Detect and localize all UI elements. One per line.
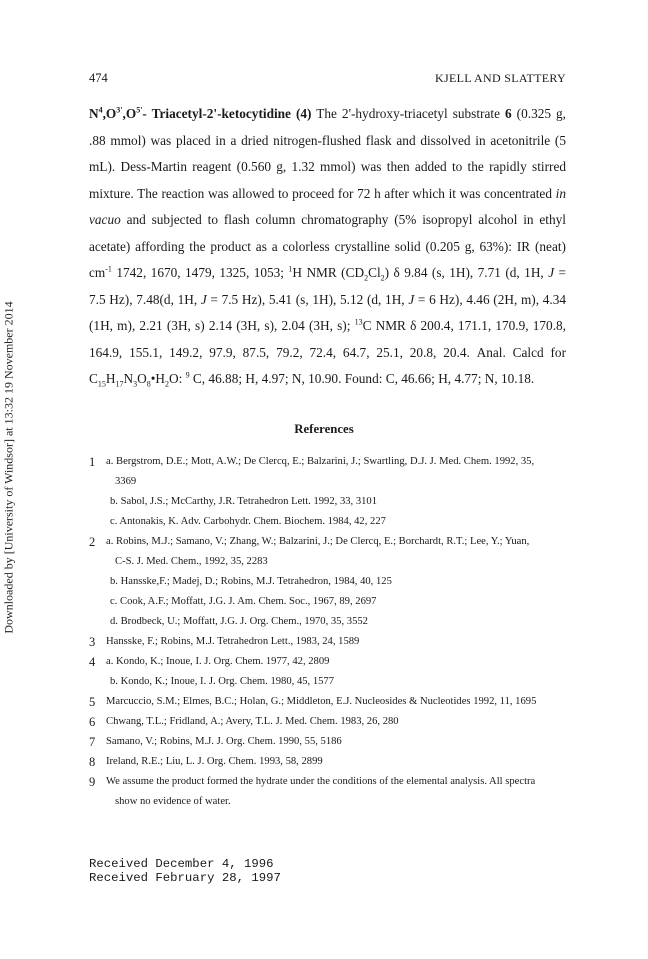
reference-text: We assume the product formed the hydrate under the conditions of the elemental analysis. All spectra (106, 776, 536, 787)
reference-line (89, 512, 569, 532)
reference-line (89, 772, 569, 792)
reference-text: a. Robins, M.J.; Samano, V.; Zhang, W.; Balzarini, J.; De Clercq, E.; Borchardt, R.T.; Lee, Y.; Yuan, (106, 536, 530, 547)
reference-line (89, 752, 569, 772)
reference-text: a. Bergstrom, D.E.; Mott, A.W.; De Clercq, E.; Balzarini, J.; Swartling, D.J. J. Med. Chem. 1992, 35, (106, 456, 535, 467)
received-line-1: Received December 4, 1996 (89, 857, 274, 871)
reference-text: Ireland, R.E.; Liu, L. J. Org. Chem. 1993, 58, 2899 (106, 756, 323, 767)
compound-heading: $N^4,O^{3'},O^{5'}-$ Triacetyl-2'-ketocytidine (4) (89, 105, 312, 121)
reference-line (89, 592, 569, 612)
reference-line (89, 792, 569, 812)
reference-text: Hansske, F.; Robins, M.J. Tetrahedron Lett., 1983, 24, 1589 (106, 636, 360, 647)
reference-text: 3369 (115, 476, 137, 487)
reference-number: 2 (89, 535, 96, 549)
reference-number: 4 (89, 655, 96, 669)
references-list (89, 452, 569, 812)
reference-text: c. Cook, A.F.; Moffatt, J.G. J. Am. Chem. Soc., 1967, 89, 2697 (110, 596, 377, 607)
reference-number: 7 (89, 735, 96, 749)
reference-line (89, 712, 569, 732)
page-number: 474 (89, 71, 108, 85)
reference-number: 6 (89, 715, 96, 729)
reference-text: d. Brodbeck, U.; Moffatt, J.G. J. Org. Chem., 1970, 35, 3552 (110, 616, 368, 627)
reference-line (89, 472, 569, 492)
references-heading: References (294, 422, 354, 436)
reference-line (89, 732, 569, 752)
reference-line (89, 492, 569, 512)
received-dates (89, 857, 281, 885)
reference-text: C-S. J. Med. Chem., 1992, 35, 2283 (115, 556, 268, 567)
reference-text: c. Antonakis, K. Adv. Carbohydr. Chem. Biochem. 1984, 42, 227 (110, 516, 386, 527)
reference-text: a. Kondo, K.; Inoue, I. J. Org. Chem. 1977, 42, 2809 (106, 656, 330, 667)
reference-text: Samano, V.; Robins, M.J. J. Org. Chem. 1990, 55, 5186 (106, 736, 342, 747)
reference-number: 8 (89, 755, 96, 769)
reference-line (89, 552, 569, 572)
reference-text: b. Sabol, J.S.; McCarthy, J.R. Tetrahedron Lett. 1992, 33, 3101 (110, 496, 378, 507)
running-head: KJELL AND SLATTERY (435, 71, 566, 85)
reference-text: Marcuccio, S.M.; Elmes, B.C.; Holan, G.; Middleton, E.J. Nucleosides & Nucleotides 1992, 11, 1695 (106, 696, 537, 707)
received-line-2: Received February 28, 1997 (89, 871, 281, 885)
reference-line (89, 632, 569, 652)
reference-text: show no evidence of water. (115, 796, 231, 807)
reference-text: b. Hansske,F.; Madej, D.; Robins, M.J. Tetrahedron, 1984, 40, 125 (110, 576, 392, 587)
reference-line (89, 612, 569, 632)
reference-number: 1 (89, 455, 96, 469)
reference-line (89, 692, 569, 712)
reference-line (89, 572, 569, 592)
reference-text: Chwang, T.L.; Fridland, A.; Avery, T.L. J. Med. Chem. 1983, 26, 280 (106, 716, 399, 727)
reference-line (89, 652, 569, 672)
reference-text: b. Kondo, K.; Inoue, I. J. Org. Chem. 1980, 45, 1577 (110, 676, 335, 687)
reference-number: 9 (89, 775, 96, 789)
reference-number: 3 (89, 635, 96, 649)
body-paragraph: $N^4,O^{3'},O^{5'}-$ Triacetyl-2'-ketocytidine (4) The 2'-hydroxy-triacetyl substrate 6 (0.325 g, .88 mmol) was placed in a dried nitrogen-flushed flask and dissolved in acetonitrile (5 mL). Dess-Martin reagent (0.560 g, 1.32 mmol) was then added to the rapidly stirred mixture. The reaction was allowed to proceed for 72 h after which it was concentrated in vacuo and subjected to flash column chromatography (5% isopropyl alcohol in ethyl acetate) affording the product as a colorless crystalline solid (0.205 g, 63%): IR (neat) $cm^{-1}$ 1742, 1670, 1479, 1325, 1053; $^1$H NMR $(CD_2Cl_2)$ δ 9.84 (s, 1H), 7.71 (d, 1H, J = 7.5 Hz), 7.48(d, 1H, J = 7.5 Hz), 5.41 (s, 1H), 5.12 (d, 1H, J = 6 Hz), 4.46 (2H, m), 4.34 (1H, m), 2.21 (3H, s) 2.14 (3H, s), 2.04 (3H, s); $^{13}$C NMR δ 200.4, 171.1, 170.9, 170.8, 164.9, 155.1, 149.2, 97.9, 87.5, 79.2, 72.4, 64.7, 25.1, 20.8, 20.4. Anal. Calcd for $C_{15}H_{17}N_3O_8•H_2O$: $^9$ C, 46.88; H, 4.97; N, 10.90. Found: C, 46.66; H, 4.77; N, 10.18. (89, 105, 567, 389)
reference-line (89, 532, 569, 552)
reference-line (89, 672, 569, 692)
download-watermark: Downloaded by [University of Windsor] at 13:32 19 November 2014 (1, 301, 16, 634)
reference-line (89, 452, 569, 472)
reference-number: 5 (89, 695, 96, 709)
